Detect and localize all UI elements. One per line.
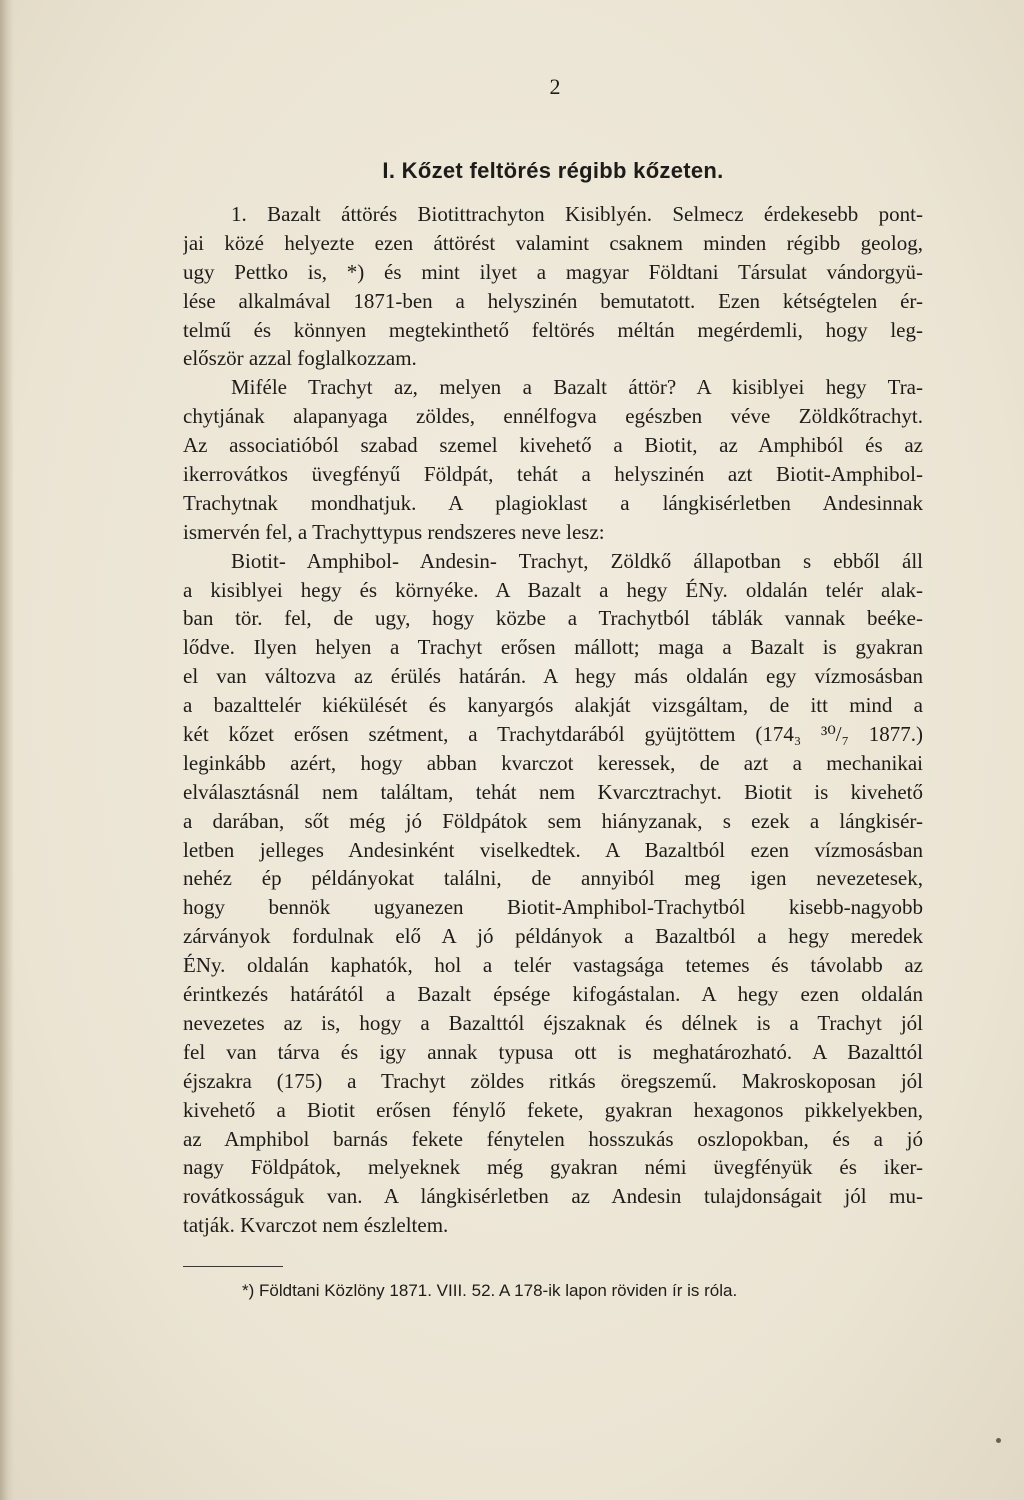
page-number: 2 [549,74,561,99]
text-line: Trachytnak mondhatjuk. A plagioklast a lángkisérletben Andesinnak [183,490,923,515]
text-line: Az associatióból szabad szemel kivehető a Biotit, az Amphiból és az [183,433,923,458]
text-line: érintkezés határától a Bazalt épsége kifogástalan. A hegy ezen oldalán [183,982,923,1007]
text-line: a kisiblyei hegy és környéke. A Bazalt a hegy ÉNy. oldalán telér alak- [183,577,923,602]
text-line: telmű és könnyen megtekinthető feltörés méltán megérdemli, hogy leg- [183,317,923,342]
text-line: ugy Pettko is, *) és mint ilyet a magyar Földtani Társulat vándorgyü- [183,259,923,284]
text-line: ismervén fel, a Trachyttypus rendszeres neve lesz: [183,519,605,544]
text-line: jai közé helyezte ezen áttörést valamint csaknem minden régibb geolog, [183,230,923,255]
text-line: leginkább azért, hogy abban kvarczot keressek, de azt a mechanikai [183,750,923,775]
text-line: nehéz ép példányokat találni, de annyiból meg igen nevezetesek, [183,866,923,891]
text-line: fel van tárva és igy annak typusa ott is meghatározható. A Bazalttól [183,1039,923,1064]
text-line: letben jelleges Andesinként viselkedtek. A Bazaltból ezen vízmosásban [183,837,923,862]
section-title: I. Kőzet feltörés régibb kőzeten. [382,158,724,183]
footnote-divider [183,1266,283,1267]
text-line: zárványok fordulnak elő A jó példányok a Bazaltból a hegy meredek [183,924,923,949]
body-text [183,200,923,1240]
text-line: az Amphibol barnás fekete fénytelen hosszukás oszlopokban, és a jó [183,1126,923,1151]
text-line: lése alkalmával 1871-ben a helyszinén bemutatott. Ezen kétségtelen ér- [183,288,923,313]
footnote: *) Földtani Közlöny 1871. VIII. 52. A 178-ik lapon röviden ír is róla. [242,1281,738,1300]
text-line: a darában, sőt még jó Földpátok sem hiányzanak, s ezek a lángkisér- [183,808,923,833]
text-line: lődve. Ilyen helyen a Trachyt erősen mállott; maga a Bazalt is gyakran [183,635,923,660]
text-line: ikerrovátkos üvegfényű Földpát, tehát a helyszinén azt Biotit-Amphibol- [183,462,923,487]
text-line: hogy bennök ugyanezen Biotit-Amphibol-Trachytból kisebb-nagyobb [183,895,923,920]
text-line: rovátkosságuk van. A lángkisérletben az Andesin tulajdonságait jól mu- [183,1184,923,1209]
text-line: Miféle Trachyt az, melyen a Bazalt áttör? A kisiblyei hegy Tra- [231,375,923,400]
text-line: el van változva az érülés határán. A hegy más oldalán egy vízmosásban [183,664,923,689]
text-line: éjszakra (175) a Trachyt zöldes ritkás öregszemű. Makroskoposan jól [183,1068,923,1093]
text-line: nevezetes az is, hogy a Bazalttól éjszaknak és délnek is a Trachyt jól [183,1010,923,1035]
page-binding-edge [0,0,14,1500]
text-line: 1. Bazalt áttörés Biotittrachyton Kisiblyén. Selmecz érdekesebb pont- [231,202,923,226]
text-line: két kőzet erősen szétment, a Trachytdarából gyüjtöttem (174₃ ³⁰/₇ 1877.) [183,722,923,747]
text-line: elválasztásnál nem találtam, tehát nem Kvarcztrachyt. Biotit is kivehető [183,779,923,804]
text-line: chytjának alapanyaga zöldes, ennélfogva egészben véve Zöldkőtrachyt. [183,404,923,429]
text-line: először azzal foglalkozzam. [183,346,417,371]
text-line: nagy Földpátok, melyeknek még gyakran némi üvegfényük és iker- [183,1155,923,1180]
text-line: Biotit- Amphibol- Andesin- Trachyt, Zöldkő állapotban s ebből áll [231,548,923,573]
text-line: tatják. Kvarczot nem észleltem. [183,1213,449,1238]
text-line: ÉNy. oldalán kaphatók, hol a telér vastagsága tetemes és távolabb az [183,953,923,978]
text-line: kivehető a Biotit erősen fénylő fekete, gyakran hexagonos pikkelyekben, [183,1097,923,1122]
text-line: a bazalttelér kiékülését és kanyargós alakját vizsgáltam, de itt mind a [183,693,923,718]
text-line: ban tör. fel, de ugy, hogy közbe a Trachytból táblák vannak beéke- [183,606,923,631]
paper-speck [996,1438,1001,1443]
